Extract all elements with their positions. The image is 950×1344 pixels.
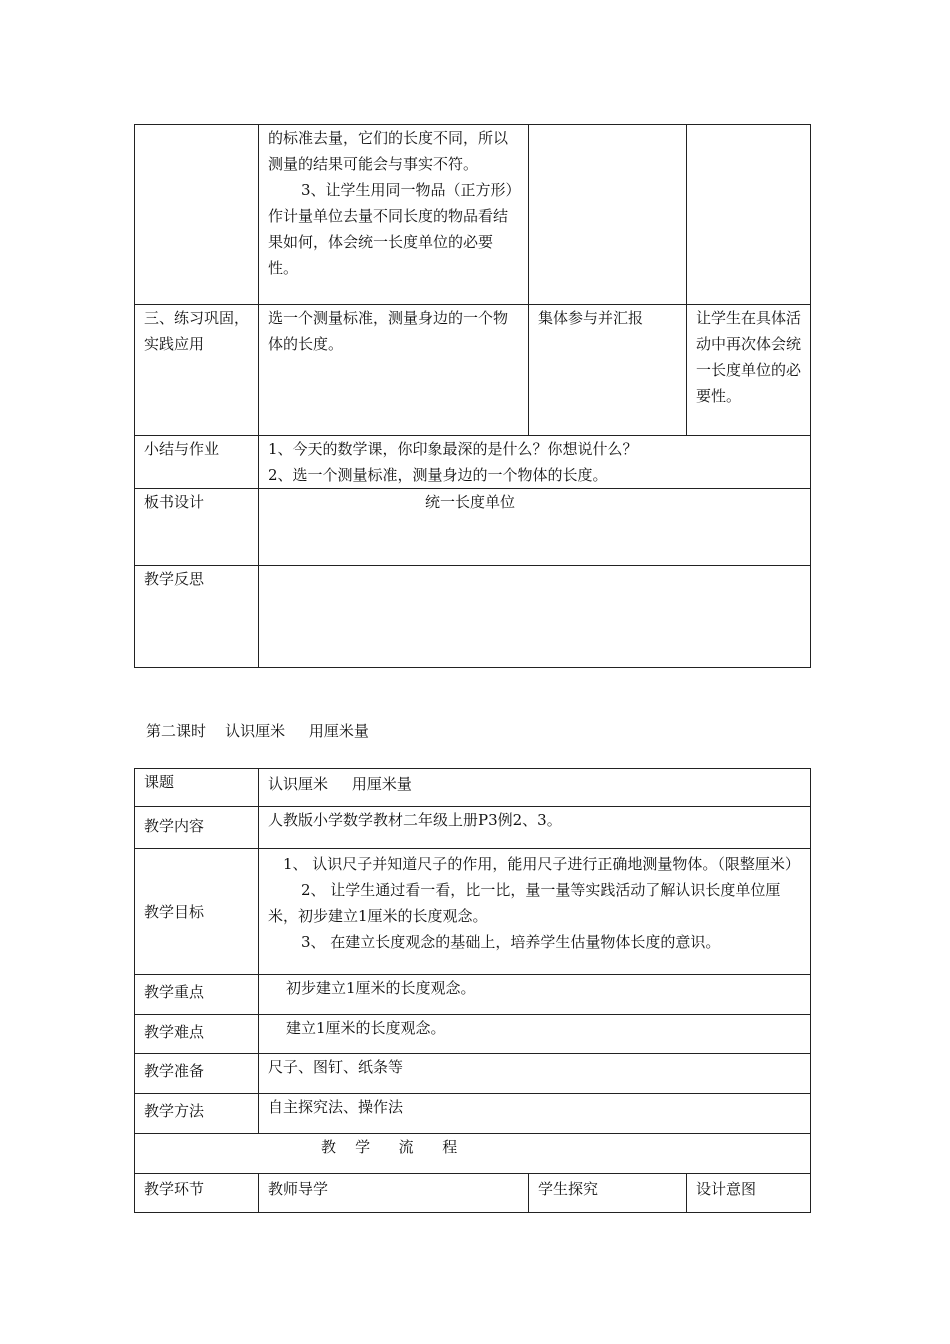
student-cell (529, 125, 687, 305)
design-cell: 让学生在具体活动中再次体会统一长度单位的必要性。 (687, 305, 811, 436)
board-title: 统一长度单位 (425, 493, 516, 511)
lesson-title: 第二课时 认识厘米 用厘米量 (146, 722, 369, 740)
teacher-cell (259, 125, 529, 305)
table-row (135, 1054, 811, 1094)
flow-heading-cell (135, 1134, 811, 1174)
board-label: 板书设计 (135, 489, 259, 566)
topic-value: 认识厘米 用厘米量 (259, 769, 811, 807)
lesson1-continuation-table (134, 124, 811, 668)
goal-item: 2、 让学生通过看一看，比一比，量一量等实践活动了解认识长度单位厘米，初步建立1厘米的长度观念。 (268, 881, 781, 925)
design-cell (687, 125, 811, 305)
teacher-cell: 选一个测量标准，测量身边的一个物体的长度。 (259, 305, 529, 436)
table-row (135, 807, 811, 849)
topic-label: 课题 (135, 769, 259, 807)
summary-content (259, 436, 811, 489)
summary-label: 小结与作业 (135, 436, 259, 489)
table-row (135, 305, 811, 436)
goals-label: 教学目标 (135, 849, 259, 975)
header-stage: 教学环节 (135, 1174, 259, 1213)
table-row (135, 566, 811, 668)
content-label: 教学内容 (135, 807, 259, 849)
teacher-text: 的标准去量，它们的长度不同，所以测量的结果可能会与事实不符。 (268, 129, 509, 173)
table-row (135, 489, 811, 566)
table-row (135, 1094, 811, 1134)
header-student: 学生探究 (529, 1174, 687, 1213)
table-row (135, 125, 811, 305)
lesson2-plan-table (134, 768, 811, 1213)
difficulty-value: 建立1厘米的长度观念。 (259, 1015, 811, 1054)
key-value: 初步建立1厘米的长度观念。 (259, 975, 811, 1015)
flow-heading: 教 学 流 程 (321, 1138, 458, 1156)
reflection-label: 教学反思 (135, 566, 259, 668)
header-design: 设计意图 (687, 1174, 811, 1213)
table-row (135, 1015, 811, 1054)
summary-line: 2、选一个测量标准，测量身边的一个物体的长度。 (268, 466, 608, 484)
summary-line: 1、今天的数学课，你印象最深的是什么？你想说什么？ (268, 440, 638, 458)
content-value: 人教版小学数学教材二年级上册P3例2、3。 (259, 807, 811, 849)
table-row (135, 849, 811, 975)
table-row (135, 975, 811, 1015)
method-value: 自主探究法、操作法 (259, 1094, 811, 1134)
goal-item: 3、 在建立长度观念的基础上，培养学生估量物体长度的意识。 (301, 933, 721, 951)
stage-cell (135, 125, 259, 305)
prep-label: 教学准备 (135, 1054, 259, 1094)
method-label: 教学方法 (135, 1094, 259, 1134)
table-row (135, 1134, 811, 1174)
table-row (135, 769, 811, 807)
board-content (259, 489, 811, 566)
header-teacher: 教师导学 (259, 1174, 529, 1213)
key-label: 教学重点 (135, 975, 259, 1015)
teacher-text: 3、让学生用同一物品（正方形）作计量单位去量不同长度的物品看结果如何，体会统一长度单位的必要性。 (268, 181, 521, 277)
reflection-content (259, 566, 811, 668)
student-cell: 集体参与并汇报 (529, 305, 687, 436)
table-row (135, 1174, 811, 1213)
difficulty-label: 教学难点 (135, 1015, 259, 1054)
stage-cell: 三、练习巩固，实践应用 (135, 305, 259, 436)
prep-value: 尺子、图钉、纸条等 (259, 1054, 811, 1094)
table-row (135, 436, 811, 489)
goals-content (259, 849, 811, 975)
goal-item: 1、 认识尺子并知道尺子的作用，能用尺子进行正确地测量物体。（限整厘米） (283, 855, 800, 873)
